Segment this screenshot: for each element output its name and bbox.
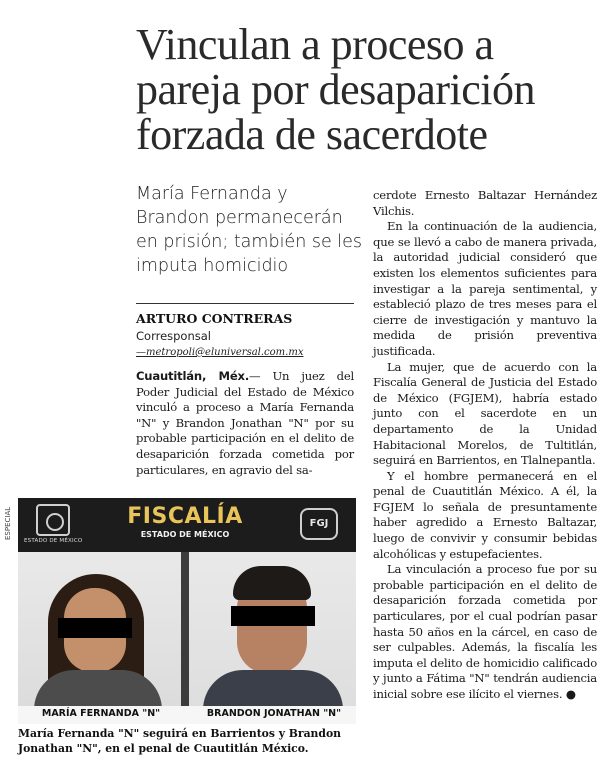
byline-rule bbox=[136, 303, 354, 304]
seal-label: ESTADO DE MÉXICO bbox=[24, 538, 83, 544]
author-role: Corresponsal bbox=[136, 329, 211, 343]
man-shirt bbox=[203, 670, 343, 710]
woman-shirt bbox=[34, 670, 162, 710]
banner-subtitle: ESTADO DE MÉXICO bbox=[140, 530, 230, 539]
article-column-2 bbox=[373, 188, 597, 703]
fgj-badge-icon: FGJ bbox=[300, 508, 338, 540]
censor-bar bbox=[231, 606, 315, 626]
subheadline: María Fernanda y Brandon permanecerán en prisión; también se les imputa homicidio bbox=[136, 184, 363, 276]
paragraph-5 bbox=[373, 562, 597, 702]
fiscalia-banner bbox=[18, 498, 356, 552]
headline: Vinculan a proceso a pareja por desaparición forzada de sacerdote bbox=[136, 20, 535, 159]
photo-panel-left bbox=[18, 552, 181, 706]
photo-credit: ESPECIAL bbox=[4, 506, 12, 540]
paragraph-1: — Un juez del Poder Judicial del Estado de México vinculó a proceso a María Fernanda "N" y Brandon Jonathan "N" por su probable participación en el delito de desaparición forzada cometida por particulares, en agravio del sa- bbox=[136, 369, 354, 477]
paragraph-1-continued: cerdote Ernesto Baltazar Hernández Vilchis. bbox=[373, 188, 597, 218]
man-hair bbox=[233, 566, 311, 600]
paragraph-4: Y el hombre permanecerá en el penal de Cuautitlán México. A él, la FGJEM lo señala de presuntamente haber agredido a Ernesto Baltazar, luego de convivir y consumir bebidas alcohólicas y estupefacientes. bbox=[373, 468, 597, 561]
author-email-link[interactable]: —metropoli@eluniversal.com.mx bbox=[136, 347, 304, 358]
photo-panel-right bbox=[189, 552, 356, 706]
dateline: Cuautitlán, Méx. bbox=[136, 369, 250, 383]
paragraph-5-text: La vinculación a proceso fue por su probable participación en el delito de desaparición forzada cometida por particulares, por el cual podrían pasar hasta 50 años en la cárcel, en caso de ser culpables. Además, la fiscalía les imputa el delito de homicidio calificado y junto a Fátima "N" tendrán audiencia inicial sobre ese ilícito el viernes. bbox=[373, 562, 597, 701]
paragraph-3: La mujer, que de acuerdo con la Fiscalía General de Justicia del Estado de México (FGJEM), habría estado junto con el sacerdote en un departamento de la Unidad Habitacional Morelos, de Tultitlán, seguirá en Barrientos, en Tlalnepantla. bbox=[373, 359, 597, 468]
name-label-right: BRANDON JONATHAN "N" bbox=[206, 708, 342, 719]
paragraph-2: En la continuación de la audiencia, que se llevó a cabo de manera privada, la autoridad judicial consideró que existen los elementos suficientes para investigar a la pareja sentimental, y estableció plazo de tres meses para el cierre de investigación y mantuvo la medida de prisión preventiva justificada. bbox=[373, 219, 597, 358]
censor-bar bbox=[58, 618, 132, 638]
suspects-photo bbox=[18, 498, 356, 724]
photo-caption: María Fernanda "N" seguirá en Barrientos y Brandon Jonathan "N", en el penal de Cuautitlán México. bbox=[18, 727, 342, 755]
name-label-left: MARÍA FERNANDA "N" bbox=[41, 708, 161, 719]
author-name: ARTURO CONTRERAS bbox=[136, 311, 293, 326]
name-strip bbox=[18, 706, 356, 724]
article-column-1 bbox=[136, 369, 354, 478]
banner-title: FISCALÍA bbox=[127, 504, 243, 529]
state-seal-icon bbox=[36, 504, 70, 536]
photo-divider bbox=[181, 552, 189, 706]
end-mark-icon: ● bbox=[562, 687, 576, 701]
